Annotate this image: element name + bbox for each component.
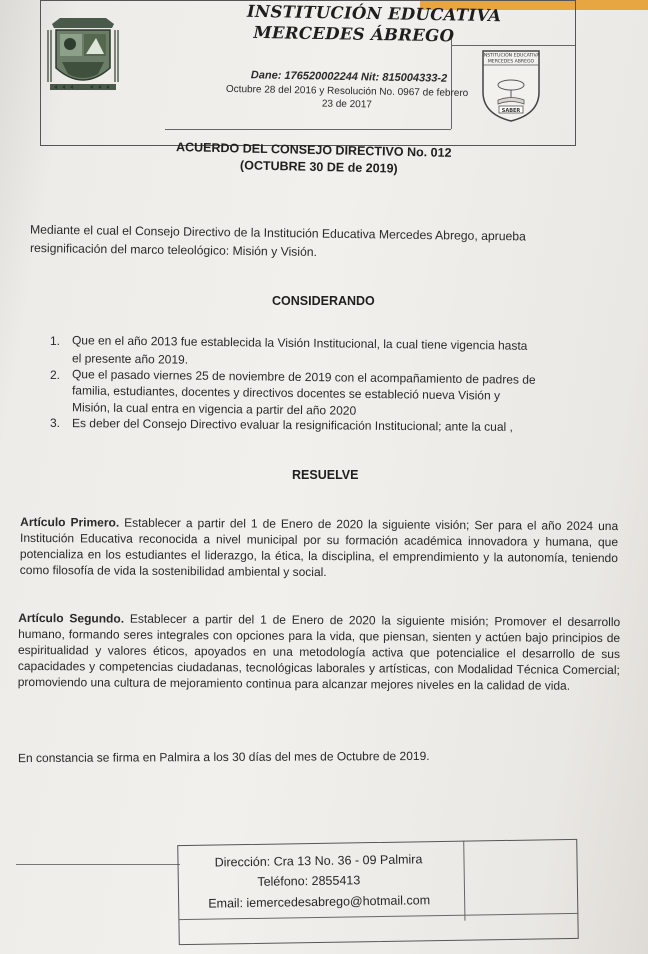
article-label: Artículo Primero. (20, 514, 120, 530)
svg-text:MERCEDES ABREGO: MERCEDES ABREGO (487, 59, 535, 65)
footer-phone: Teléfono: 2855413 (257, 873, 361, 889)
dane-nit: Dane: 176520002244 Nit: 815004333-2 (250, 69, 448, 85)
document-date: (OCTUBRE 30 DE de 2019) (239, 158, 398, 176)
closing-statement: En constancia se firma en Palmira a los 30 días del mes de Octubre de 2019. (17, 748, 430, 766)
list-item: Es deber del Consejo Directivo evaluar la resignificación Institucional; ante la cual , (71, 416, 513, 434)
article-primero (20, 514, 618, 582)
footer-address: Dirección: Cra 13 No. 36 - 09 Palmira (214, 852, 423, 870)
intro-line: Mediante el cual el Consejo Directivo de la Institución Educativa Mercedes Abrego, aprueba (29, 222, 526, 244)
resolution-info: Octubre 28 del 2016 y Resolución No. 0967 de febrero 23 de 2017 (225, 83, 469, 111)
footer-email: Email: iemercedesabrego@hotmail.com (208, 893, 431, 911)
list-item: familia, estudiantes, docentes y directivos docentes se estableció nueva Visión y (71, 383, 501, 403)
article-label: Artículo Segundo. (18, 610, 125, 626)
document-title: ACUERDO DEL CONSEJO DIRECTIVO No. 012 (175, 140, 452, 160)
school-seal-icon (480, 48, 542, 124)
list-item: Que el pasado viernes 25 de noviembre de 2019 con el acompañamiento de padres de (71, 367, 536, 387)
list-item: el presente año 2019. (71, 351, 189, 367)
resuelve-heading: RESUELVE (292, 468, 359, 482)
article-text: Establecer a partir del 1 de Enero de 2020 la siguiente visión; Ser para el año 2024 una Institución Educativa reconocida a nivel municipal por su formación académica innovadora y humana, que potencializa en los estudiantes el liderazgo, la ética, la disciplina, el emprendimiento y la autonomía, teniendo como filosofía de vida la sostenibilidad ambiental y social. (19, 515, 619, 580)
list-item-number: 3. (50, 416, 61, 430)
intro-line: resignificación del marco teleológico: Misión y Visión. (29, 240, 318, 260)
list-item: Que en el año 2013 fue establecida la Visión Institucional, la cual tiene vigencia hasta (71, 333, 528, 353)
list-item: Misión, la cual entra en vigencia a partir del año 2020 (71, 400, 357, 418)
school-crest-icon (46, 16, 120, 98)
considerando-heading: CONSIDERANDO (272, 294, 375, 308)
article-segundo (18, 610, 621, 694)
school-name: INSTITUCIÓN EDUCATIVA MERCEDES ÁBREGO (246, 1, 502, 46)
list-item-number: 1. (50, 334, 61, 348)
svg-text:INSTITUCIÓN EDUCATIVA: INSTITUCIÓN EDUCATIVA (482, 53, 540, 59)
article-text: Establecer a partir del 1 de Enero de 2020 la siguiente misión; Promover el desarrollo humano, formando seres integrales con opciones para la vida, que piensan, sienten y actúen bajo principios de espiritualidad y valores éticos, apoyados en una metodología activa que potencialice el desarrollo de sus capacidades y competencias ciudadanas, tecnológicas laborales y artísticas, con Modalidad Técnica Comercial; promoviendo una cultura de mejoramiento continua para alcanzar mejores niveles en la calidad de vida. (17, 611, 621, 693)
list-item-number: 2. (50, 368, 61, 382)
footer-box (177, 839, 579, 945)
svg-text:SABER: SABER (501, 107, 521, 114)
